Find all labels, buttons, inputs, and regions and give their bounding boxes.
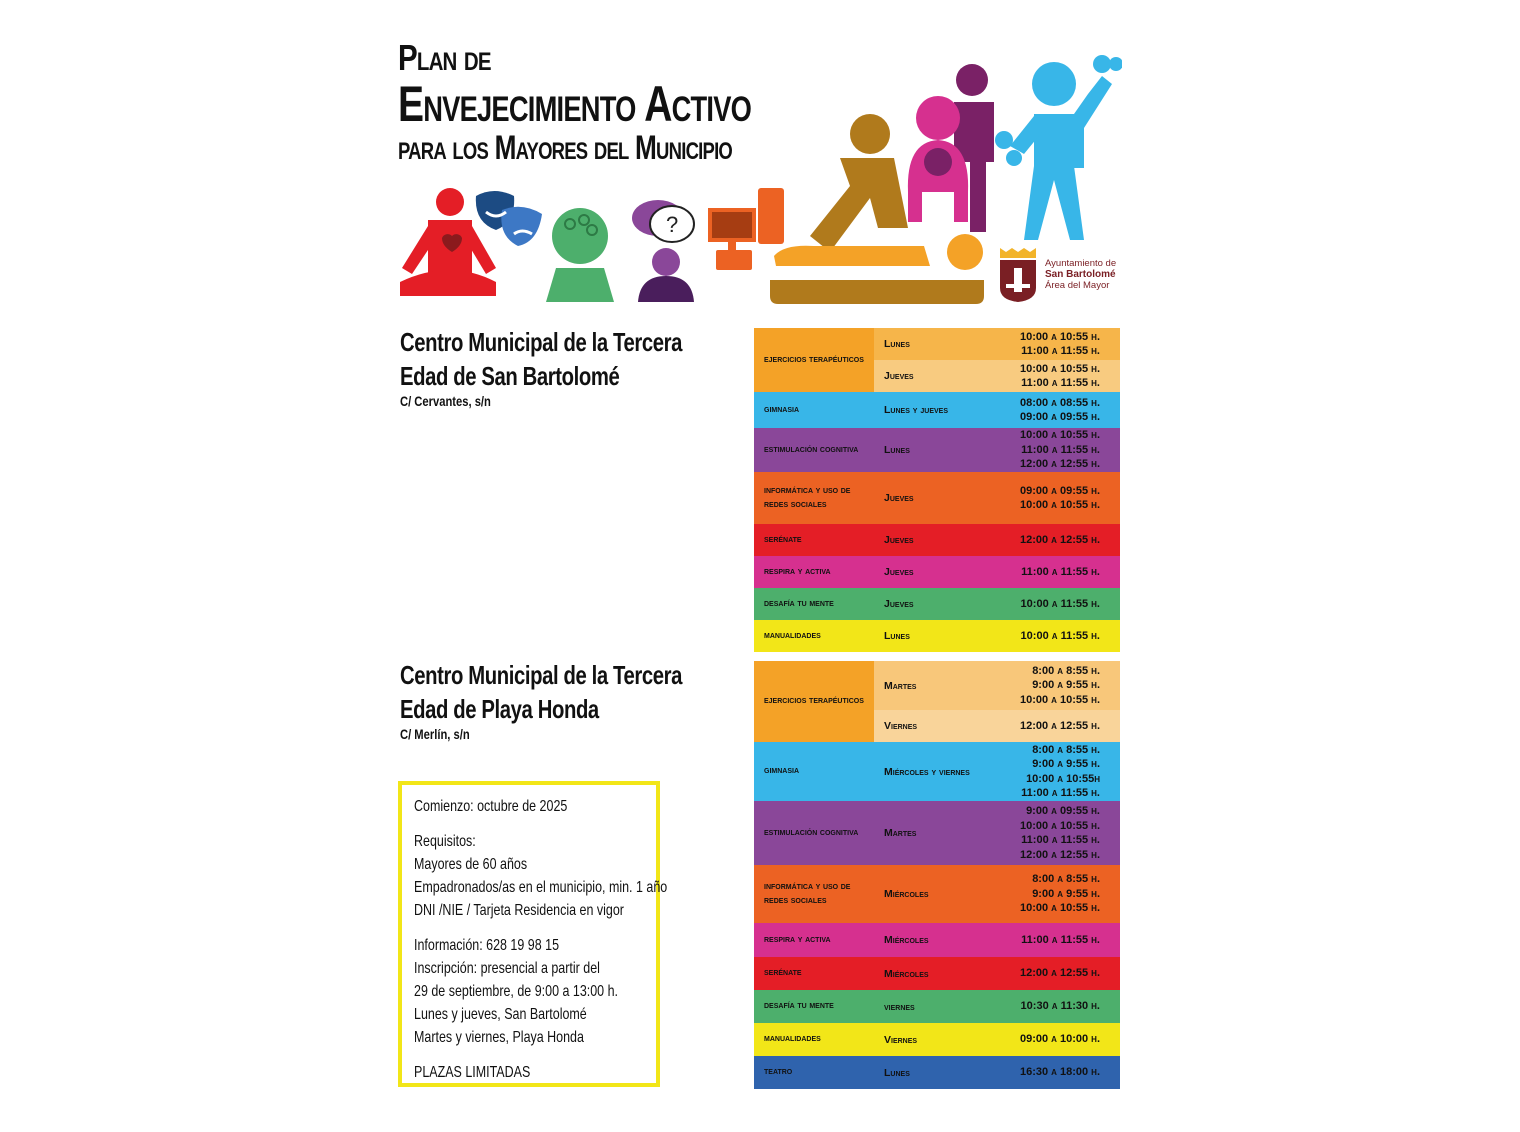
info-box bbox=[398, 781, 668, 1087]
logo-line-3: Área del Mayor bbox=[1045, 280, 1110, 291]
schedule-subrow bbox=[874, 328, 1120, 360]
time-cell: 09:00 a 10:00 h. bbox=[1019, 1033, 1100, 1046]
day-cell: Viernes bbox=[884, 1033, 918, 1046]
activity-cell: estimulación cognitiva bbox=[764, 443, 859, 455]
time-cell: 16:30 a 18:00 h. bbox=[1019, 1066, 1100, 1079]
center-name-line-2: Edad de Playa Honda bbox=[400, 694, 599, 724]
activity-cell: estimulación cognitiva bbox=[764, 826, 859, 838]
activity-cell: manualidades bbox=[764, 629, 821, 641]
schedule-row bbox=[754, 620, 1120, 652]
municipal-logo-text bbox=[1045, 258, 1116, 291]
schedule-row bbox=[754, 865, 1120, 923]
day-cell: Miércoles y viernes bbox=[884, 765, 970, 778]
day-cell: Lunes bbox=[884, 630, 910, 642]
ball-exercise-icon bbox=[902, 62, 1002, 232]
activity-cell: informática y uso de redes sociales bbox=[764, 880, 851, 906]
time-cell: 10:00 a 11:55 h. bbox=[1020, 597, 1100, 610]
logo-line-2: San Bartolomé bbox=[1045, 269, 1116, 280]
inscription-line-3: Lunes y jueves, San Bartolomé bbox=[414, 1006, 587, 1023]
day-cell: Viernes bbox=[884, 720, 918, 732]
activity-cell: ejercicios terapéuticos bbox=[754, 661, 874, 742]
day-cell: viernes bbox=[884, 1000, 915, 1013]
time-cell: 11:00 a 11:55 h. bbox=[1021, 565, 1100, 578]
schedule-row bbox=[754, 588, 1120, 620]
time-cell: 09:00 a 09:55 h. 10:00 a 10:55 h. bbox=[1019, 484, 1100, 511]
day-cell: Lunes bbox=[884, 338, 910, 350]
title-line-1: Plan de bbox=[398, 37, 491, 78]
center-name-line-1: Centro Municipal de la Tercera bbox=[400, 327, 683, 357]
day-cell: Martes bbox=[884, 679, 917, 692]
time-cell: 10:00 a 11:55 h. bbox=[1020, 629, 1100, 642]
schedule-row bbox=[754, 524, 1120, 556]
schedule-row bbox=[754, 957, 1120, 990]
center-san-bartolome-header bbox=[400, 325, 762, 409]
activity-cell: manualidades bbox=[764, 1033, 821, 1045]
title-line-3: para los Mayores del Municipio bbox=[398, 129, 733, 167]
time-cell: 12:00 a 12:55 h. bbox=[1019, 533, 1100, 546]
time-cell: 10:00 a 10:55 h. 11:00 a 11:55 h. bbox=[1019, 330, 1100, 357]
info-phone: Información: 628 19 98 15 bbox=[414, 937, 560, 954]
requirement-residency: Empadronados/as en el municipio, min. 1 año bbox=[414, 879, 668, 896]
question-bubble-person-icon bbox=[630, 196, 700, 304]
center-playa-honda-header bbox=[400, 658, 762, 742]
svg-text:?: ? bbox=[666, 212, 679, 237]
day-cell: Jueves bbox=[884, 566, 914, 578]
municipal-crest-icon bbox=[998, 246, 1038, 302]
day-cell: Miércoles bbox=[884, 888, 929, 900]
thinking-head-icon bbox=[534, 206, 626, 302]
day-cell: Jueves bbox=[884, 534, 914, 546]
activity-cell: respira y activa bbox=[764, 565, 831, 577]
schedule-group-row bbox=[754, 661, 1120, 742]
day-cell: Jueves bbox=[884, 492, 914, 504]
activity-cell: respira y activa bbox=[764, 933, 831, 945]
time-cell: 8:00 a 8:55 h. 9:00 a 9:55 h. 10:00 a 10:55 h. bbox=[1019, 664, 1100, 706]
time-cell: 10:00 a 10:55 h. 11:00 a 11:55 h. 12:00 a 12:55 h. bbox=[1019, 429, 1100, 471]
requirement-age: Mayores de 60 años bbox=[414, 856, 528, 873]
day-cell: Lunes y jueves bbox=[884, 404, 948, 416]
time-cell: 10:00 a 10:55 h. 11:00 a 11:55 h. bbox=[1019, 362, 1100, 389]
schedule-row bbox=[754, 392, 1120, 428]
schedule-subrow bbox=[874, 360, 1120, 392]
schedule-subrow bbox=[874, 710, 1120, 742]
schedule-table-playa-honda bbox=[754, 661, 1120, 1089]
logo-line-1: Ayuntamiento de bbox=[1045, 258, 1117, 269]
day-cell: Jueves bbox=[884, 598, 914, 610]
schedule-row bbox=[754, 1023, 1120, 1056]
schedule-row bbox=[754, 428, 1120, 472]
requirements-title: Requisitos: bbox=[414, 833, 476, 850]
schedule-row bbox=[754, 990, 1120, 1023]
center-address: C/ Merlín, s/n bbox=[400, 726, 470, 742]
day-cell: Miércoles bbox=[884, 934, 929, 946]
activity-cell: ejercicios terapéuticos bbox=[754, 328, 874, 392]
limited-places: PLAZAS LIMITADAS bbox=[414, 1064, 531, 1081]
day-cell: Jueves bbox=[884, 370, 914, 382]
activity-cell: serénate bbox=[764, 967, 802, 979]
activity-cell: desafía tu mente bbox=[764, 1000, 834, 1012]
time-cell: 12:00 a 12:55 h. bbox=[1019, 967, 1100, 980]
schedule-row bbox=[754, 923, 1120, 957]
time-cell: 12:00 a 12:55 h. bbox=[1019, 719, 1100, 732]
day-cell: Miércoles bbox=[884, 967, 929, 980]
day-cell: Martes bbox=[884, 827, 917, 839]
start-date: Comienzo: octubre de 2025 bbox=[414, 798, 568, 815]
schedule-table-san-bartolome bbox=[754, 328, 1120, 652]
inscription-line-1: Inscripción: presencial a partir del bbox=[414, 960, 600, 977]
activity-cell: gimnasia bbox=[764, 403, 799, 415]
activity-cell: serénate bbox=[764, 533, 802, 545]
time-cell: 08:00 a 08:55 h. 09:00 a 09:55 h. bbox=[1019, 396, 1100, 423]
inscription-line-4: Martes y viernes, Playa Honda bbox=[414, 1029, 584, 1046]
title-line-2: Envejecimiento Activo bbox=[398, 76, 752, 132]
time-cell: 11:00 a 11:55 h. bbox=[1021, 933, 1100, 946]
activity-cell: desafía tu mente bbox=[764, 597, 834, 609]
schedule-row bbox=[754, 801, 1120, 865]
center-name-line-2: Edad de San Bartolomé bbox=[400, 361, 620, 391]
time-cell: 9:00 a 09:55 h. 10:00 a 10:55 h. 11:00 a 11:55 h. 12:00 a 12:55 h. bbox=[1019, 805, 1100, 861]
schedule-row bbox=[754, 1056, 1120, 1089]
schedule-subrow bbox=[874, 661, 1120, 710]
requirement-id: DNI /NIE / Tarjeta Residencia en vigor bbox=[414, 902, 624, 919]
time-cell: 10:30 a 11:30 h. bbox=[1020, 1000, 1100, 1013]
center-address: C/ Cervantes, s/n bbox=[400, 393, 491, 409]
activity-cell: informática y uso de redes sociales bbox=[764, 484, 851, 510]
activity-cell: teatro bbox=[764, 1066, 793, 1078]
inscription-line-2: 29 de septiembre, de 9:00 a 13:00 h. bbox=[414, 983, 618, 1000]
schedule-row bbox=[754, 556, 1120, 588]
time-cell: 8:00 a 8:55 h. 9:00 a 9:55 h. 10:00 a 10:55 h. bbox=[1019, 873, 1100, 915]
activity-cell: gimnasia bbox=[764, 765, 799, 777]
schedule-group-row bbox=[754, 328, 1120, 392]
center-name-line-1: Centro Municipal de la Tercera bbox=[400, 660, 683, 690]
schedule-row bbox=[754, 742, 1120, 801]
dumbbell-figure-icon bbox=[994, 54, 1122, 242]
time-cell: 8:00 a 8:55 h. 9:00 a 9:55 h. 10:00 a 10:55h 11:00 a 11:55 h. bbox=[1021, 743, 1100, 799]
schedule-row bbox=[754, 472, 1120, 524]
day-cell: Lunes bbox=[884, 1066, 910, 1079]
day-cell: Lunes bbox=[884, 444, 910, 456]
